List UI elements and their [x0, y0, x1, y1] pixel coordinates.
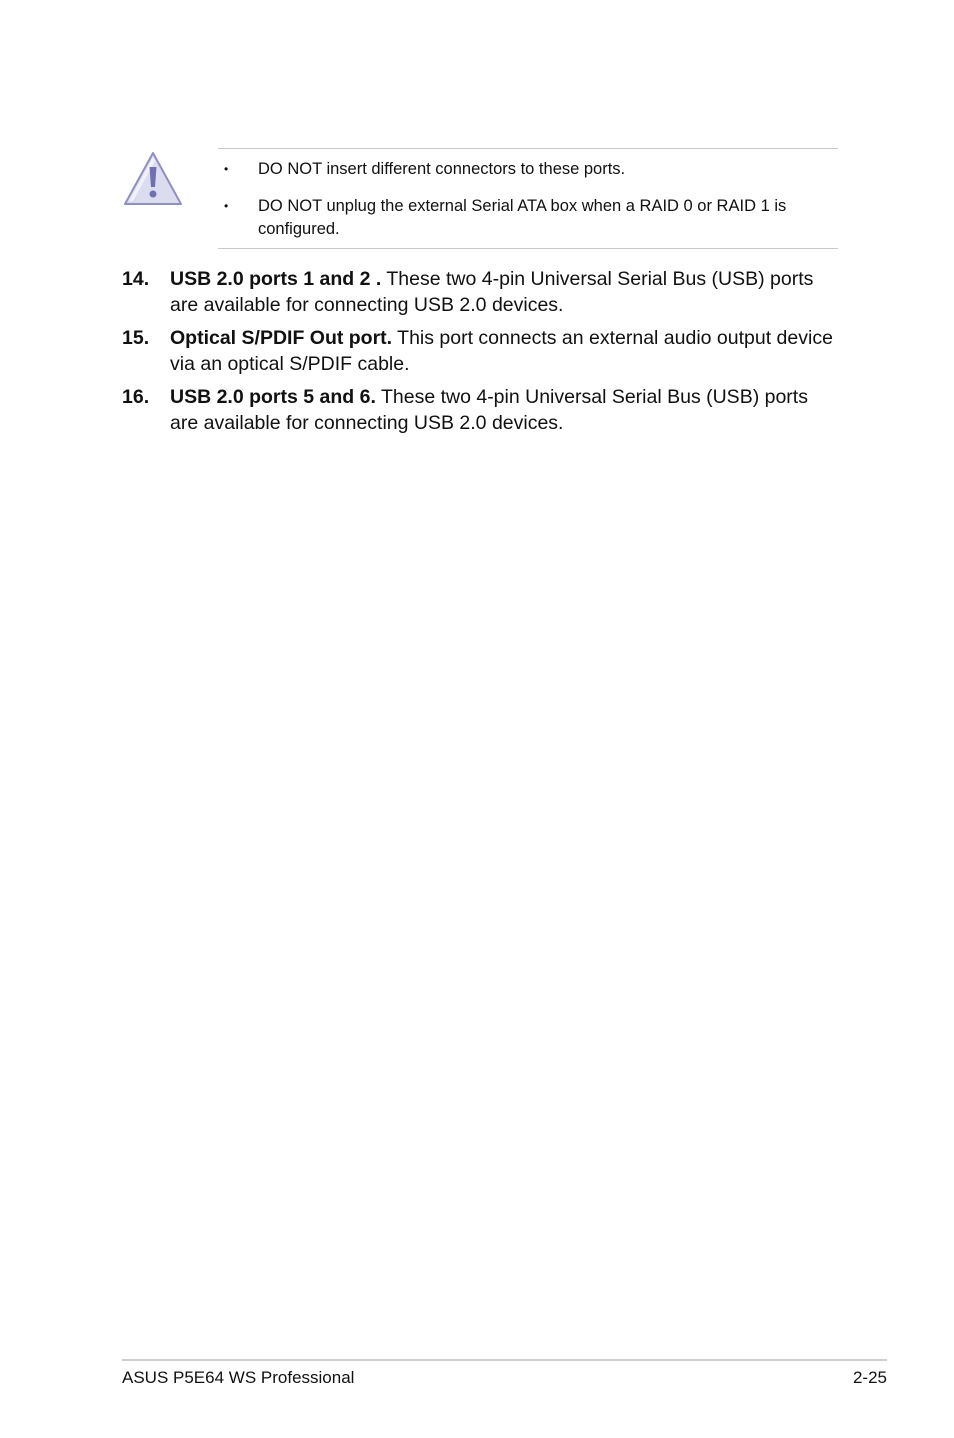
list-item	[122, 325, 838, 377]
list-item	[122, 384, 838, 436]
item-text: These two 4-pin Universal Serial Bus (USB) ports are available for connecting USB 2.0 devices.	[170, 386, 808, 434]
caution-block	[122, 148, 838, 249]
bullet: •	[224, 199, 229, 213]
item-title: Optical S/PDIF Out port.	[170, 327, 393, 349]
footer-product: ASUS P5E64 WS Professional	[122, 1368, 355, 1387]
list-item	[122, 266, 838, 318]
port-list	[122, 266, 838, 443]
item-title: USB 2.0 ports 1 and 2 .	[170, 268, 382, 290]
caution-box	[218, 148, 838, 249]
warning-triangle-icon	[122, 149, 184, 207]
caution-item-text: DO NOT unplug the external Serial ATA box when a RAID 0 or RAID 1 is configured.	[258, 197, 787, 238]
item-text: This port connects an external audio output device via an optical S/PDIF cable.	[170, 327, 833, 375]
footer-page-number: 2-25	[852, 1368, 887, 1387]
item-title: USB 2.0 ports 5 and 6.	[170, 386, 376, 408]
item-number: 14.	[122, 268, 150, 290]
item-number: 16.	[122, 386, 150, 408]
caution-item-text: DO NOT insert different connectors to these ports.	[258, 160, 626, 178]
footer-rule	[122, 1359, 887, 1361]
item-number: 15.	[122, 327, 150, 349]
item-text: These two 4-pin Universal Serial Bus (USB) ports are available for connecting USB 2.0 devices.	[170, 268, 814, 316]
bullet: •	[224, 162, 229, 176]
